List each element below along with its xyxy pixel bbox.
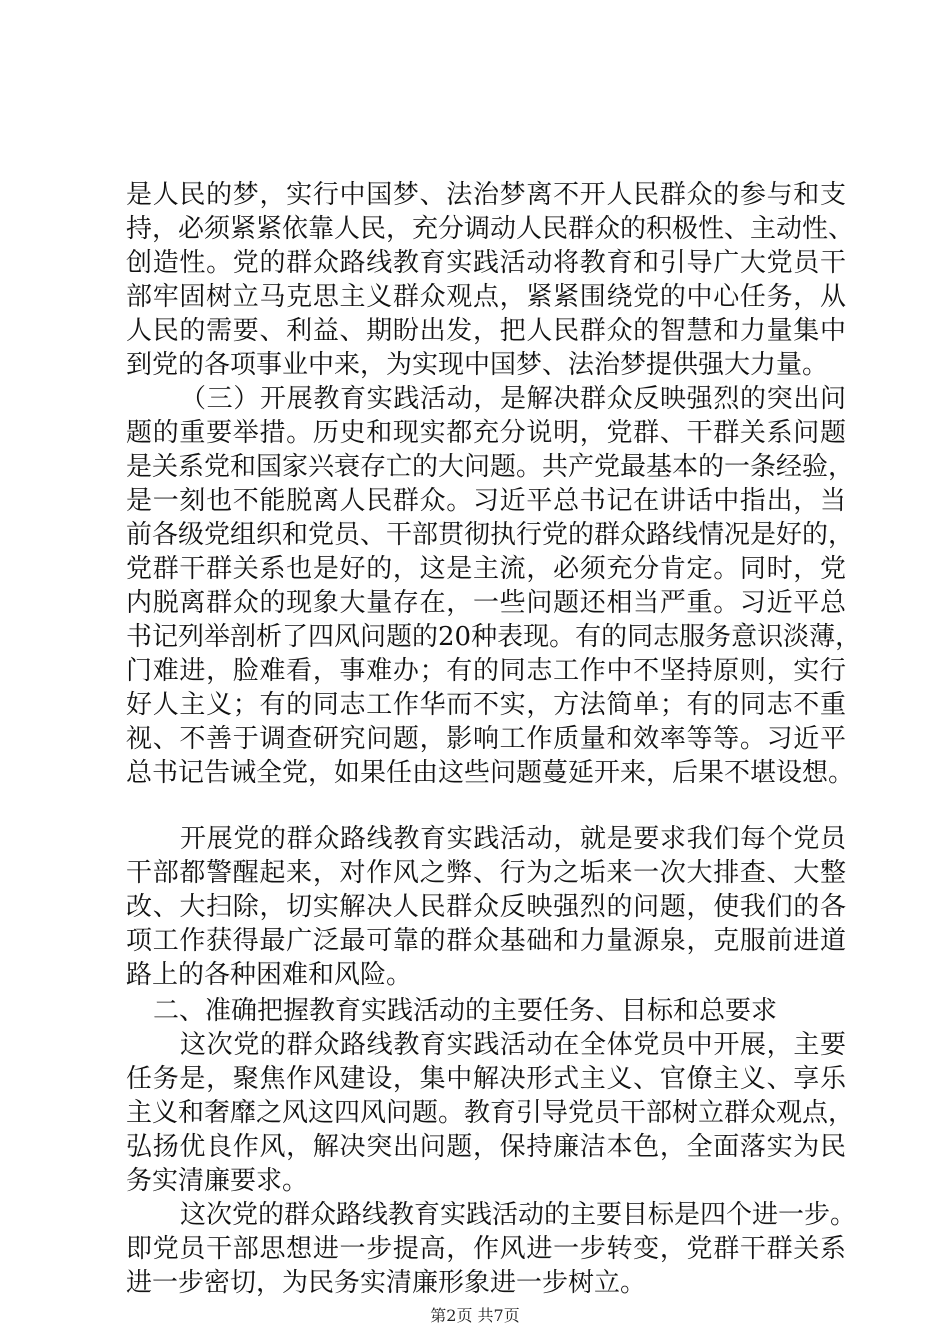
paragraph-line: 任务是，聚焦作风建设，集中解决形式主义、官僚主义、享乐 [126, 1064, 846, 1094]
paragraph-line: 弘扬优良作风，解决突出问题，保持廉洁本色，全面落实为民 [126, 1132, 846, 1162]
paragraph-line: 部牢固树立马克思主义群众观点，紧紧围绕党的中心任务，从 [126, 282, 846, 312]
paragraph-line: 到党的各项事业中来，为实现中国梦、法治梦提供强大力量。 [126, 350, 829, 380]
paragraph-line: 书记列举剖析了四风问题的20种表现。有的同志服务意识淡薄， [126, 622, 862, 652]
paragraph-line: 内脱离群众的现象大量存在，一些问题还相当严重。习近平总 [126, 588, 846, 618]
paragraph-first-line: 这次党的群众路线教育实践活动的主要目标是四个进一步。 [180, 1200, 857, 1230]
page-number-footer: 第2页 共7页 [430, 1306, 520, 1325]
paragraph-line: 主义和奢靡之风这四风问题。教育引导党员干部树立群众观点， [126, 1098, 855, 1128]
paragraph-line: 党群干群关系也是好的，这是主流，必须充分肯定。同时，党 [126, 554, 846, 584]
paragraph-first-line: 开展党的群众路线教育实践活动，就是要求我们每个党员 [180, 824, 846, 854]
paragraph-line: 是一刻也不能脱离人民群众。习近平总书记在讲话中指出，当 [126, 486, 846, 516]
paragraph-line: 视、不善于调查研究问题，影响工作质量和效率等等。习近平 [126, 724, 846, 754]
paragraph-line: 人民的需要、利益、期盼出发，把人民群众的智慧和力量集中 [126, 316, 846, 346]
paragraph-line: 务实清廉要求。 [126, 1166, 309, 1196]
paragraph-line: 好人主义；有的同志工作华而不实，方法简单；有的同志不重 [126, 690, 846, 720]
paragraph-line: 即党员干部思想进一步提高，作风进一步转变，党群干群关系 [126, 1234, 846, 1264]
paragraph-line: 是人民的梦，实行中国梦、法治梦离不开人民群众的参与和支 [126, 180, 846, 210]
paragraph-line: 干部都警醒起来，对作风之弊、行为之垢来一次大排查、大整 [126, 858, 846, 888]
paragraph-first-line: 这次党的群众路线教育实践活动在全体党员中开展，主要 [180, 1030, 846, 1060]
paragraph-line: 项工作获得最广泛最可靠的群众基础和力量源泉，克服前进道 [126, 926, 846, 956]
section-heading: 二、准确把握教育实践活动的主要任务、目标和总要求 [153, 996, 778, 1026]
paragraph-line: 门难进，脸难看，事难办；有的同志工作中不坚持原则，实行 [126, 656, 846, 686]
paragraph-line: 总书记告诫全党，如果任由这些问题蔓延开来，后果不堪设想。 [126, 758, 855, 788]
paragraph-line: 路上的各种困难和风险。 [126, 960, 413, 990]
paragraph-line: 题的重要举措。历史和现实都充分说明，党群、干群关系问题 [126, 418, 846, 448]
paragraph-line: 持，必须紧紧依靠人民，充分调动人民群众的积极性、主动性、 [126, 214, 855, 244]
paragraph-line: 改、大扫除，切实解决人民群众反映强烈的问题，使我们的各 [126, 892, 846, 922]
paragraph-line: 进一步密切，为民务实清廉形象进一步树立。 [126, 1268, 647, 1298]
paragraph-line: 是关系党和国家兴衰存亡的大问题。共产党最基本的一条经验， [126, 452, 855, 482]
paragraph-line: 创造性。党的群众路线教育实践活动将教育和引导广大党员干 [126, 248, 846, 278]
paragraph-first-line: （三）开展教育实践活动，是解决群众反映强烈的突出问 [180, 384, 846, 414]
paragraph-line: 前各级党组织和党员、干部贯彻执行党的群众路线情况是好的， [126, 520, 855, 550]
